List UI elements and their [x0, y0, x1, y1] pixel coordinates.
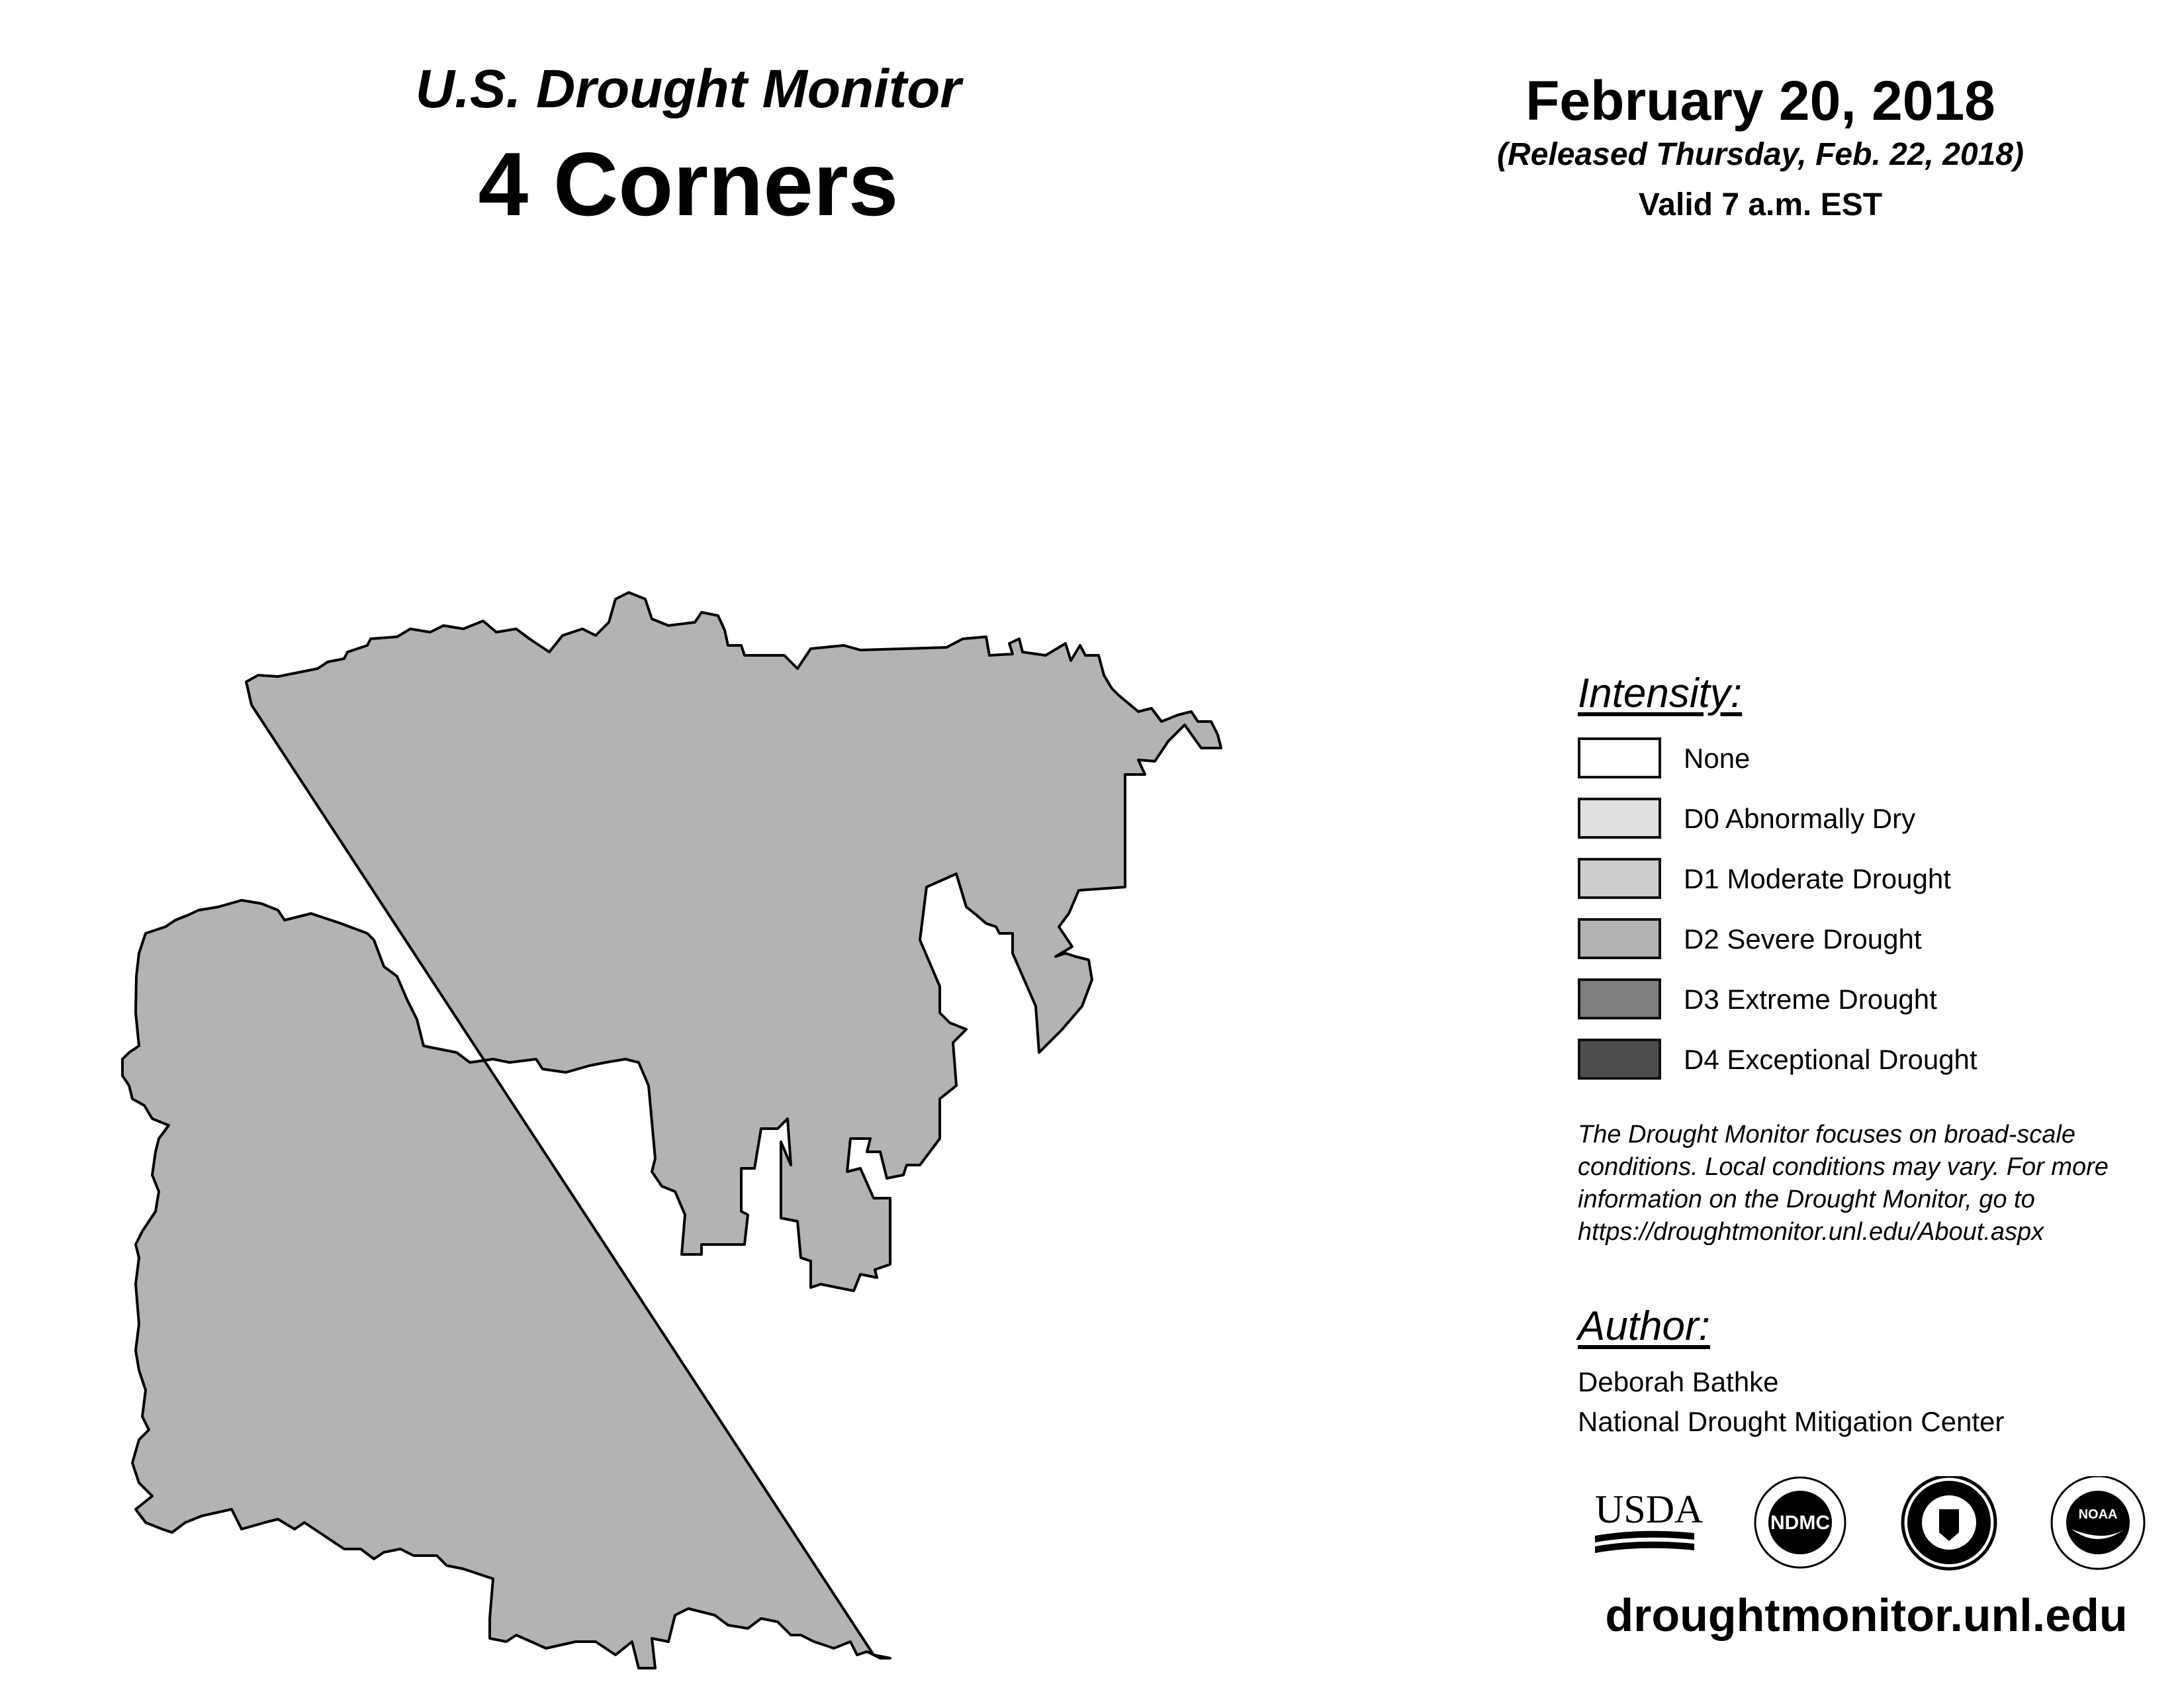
author-name: Deborah Bathke: [1578, 1366, 1779, 1397]
map-title: U.S. Drought Monitor: [415, 59, 962, 119]
commerce-seal: [1903, 1476, 1995, 1569]
region-title: 4 Corners: [478, 134, 899, 234]
svg-text:NOAA: NOAA: [2078, 1507, 2118, 1522]
author-heading: Author:: [1578, 1303, 1710, 1349]
severe-drought-area: [122, 592, 1221, 1668]
disclaimer-text: The Drought Monitor focuses on broad-scale conditions. Local conditions may vary. For more information on the Drought Monitor, go to https://droughtmonitor.unl.edu/About.aspx: [1578, 1121, 2109, 1246]
valid-time: Valid 7 a.m. EST: [1638, 187, 1883, 222]
legend-label: D3 Extreme Drought: [1684, 984, 1937, 1015]
legend-swatch: [1578, 918, 1661, 959]
svg-text:USDA: USDA: [1595, 1487, 1704, 1531]
release-date: (Released Thursday, Feb. 22, 2018): [1497, 137, 2024, 172]
legend-swatch: [1578, 1039, 1661, 1080]
usda-logo: [1595, 1487, 1703, 1553]
website-link[interactable]: droughtmonitor.unl.edu: [1605, 1589, 2128, 1641]
svg-text:NDMC: NDMC: [1770, 1512, 1830, 1534]
legend-label: None: [1684, 743, 1751, 774]
legend-label: D1 Moderate Drought: [1684, 863, 1951, 894]
legend-label: D2 Severe Drought: [1684, 923, 1922, 955]
agency-logos: [1588, 1476, 2158, 1575]
legend-swatch: [1578, 737, 1661, 778]
legend-swatch: [1578, 978, 1661, 1019]
legend-label: D0 Abnormally Dry: [1684, 803, 1916, 834]
author-organization: National Drought Mitigation Center: [1578, 1406, 2005, 1437]
legend-heading: Intensity:: [1578, 671, 1743, 716]
legend-label: D4 Exceptional Drought: [1684, 1044, 1978, 1075]
noaa-logo: [2052, 1476, 2144, 1569]
map-date: February 20, 2018: [1525, 70, 1995, 132]
legend-swatch: [1578, 858, 1661, 899]
legend-swatch: [1578, 798, 1661, 839]
ndmc-logo: [1755, 1477, 1845, 1568]
